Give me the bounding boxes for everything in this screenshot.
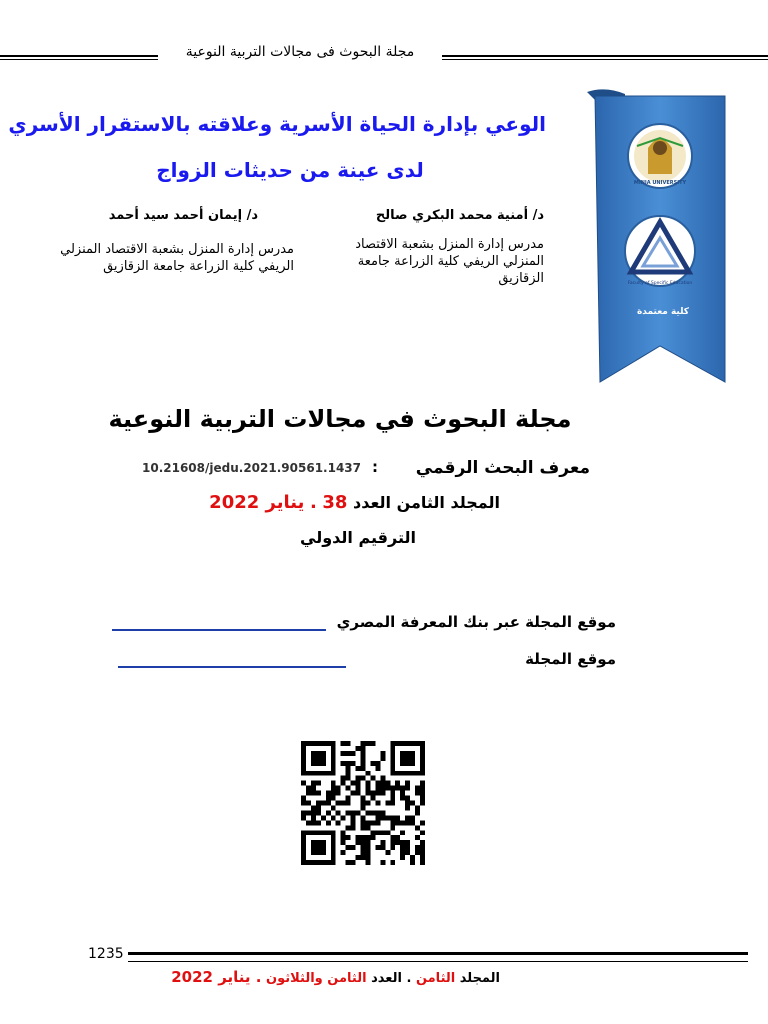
qr-code[interactable] [297, 741, 429, 865]
header-rule-left [0, 55, 158, 60]
faculty-logo [625, 216, 695, 286]
volume-issue-line [209, 492, 500, 513]
doi-label: معرف البحث الرقمي [415, 458, 590, 478]
site-link[interactable] [118, 666, 346, 668]
footer-issue-value: الثامن والثلاثون [266, 971, 367, 986]
footer-date: . يناير 2022 [171, 968, 262, 986]
author-2-affiliation: مدرس إدارة المنزل بشعبة الاقتصاد المنزلي الريفي كلية الزراعة جامعة الزقازيق [60, 242, 294, 274]
site-ekb-link[interactable] [112, 629, 326, 631]
faculty-text: Faculty of Specific Education [627, 281, 693, 286]
university-ribbon [585, 86, 735, 386]
author-2-name: د/ إيمان أحمد سيد أحمد [108, 208, 258, 223]
header-rule-right [442, 55, 768, 60]
article-title-line1: الوعي بإدارة الحياة الأسرية وعلاقته بالاستقرار الأسري [8, 112, 546, 136]
doi-colon: : [372, 458, 378, 476]
footer-vol-value: الثامن [415, 971, 456, 986]
accredited-label: كلية معتمدة [636, 307, 690, 317]
footer-issue-word: . العدد [371, 971, 412, 986]
article-title-line2: لدى عينة من حديثات الزواج [156, 158, 424, 182]
footer-rule [128, 952, 748, 962]
journal-name: مجلة البحوث في مجالات التربية النوعية [108, 405, 572, 433]
footer-vol-word: المجلد [459, 971, 500, 986]
site-label: موقع المجلة [525, 650, 616, 668]
running-title: مجلة البحوث فى مجالات التربية النوعية [185, 44, 415, 60]
author-1-affiliation: مدرس إدارة المنزل بشعبة الاقتصاد المنزلي الريفي كلية الزراعة جامعة الزقازيق [355, 237, 544, 286]
issue-date: يناير 2022 [209, 492, 305, 513]
issn-label: الترقيم الدولي [300, 528, 416, 547]
doi-value[interactable]: 10.21608/jedu.2021.90561.1437 [142, 461, 361, 475]
volume-prefix: المجلد الثامن العدد [353, 493, 500, 512]
page-number: 1235 [88, 946, 124, 962]
footer-citation [171, 968, 500, 986]
author-1-name: د/ أمنية محمد البكري صالح [375, 208, 544, 223]
issue-number: 38 [322, 492, 348, 513]
site-ekb-label: موقع المجلة عبر بنك المعرفة المصري [336, 613, 616, 631]
minia-university-logo [628, 124, 692, 188]
minia-university-text: MINIA UNIVERSITY [633, 180, 687, 186]
issue-separator: . [309, 492, 317, 513]
